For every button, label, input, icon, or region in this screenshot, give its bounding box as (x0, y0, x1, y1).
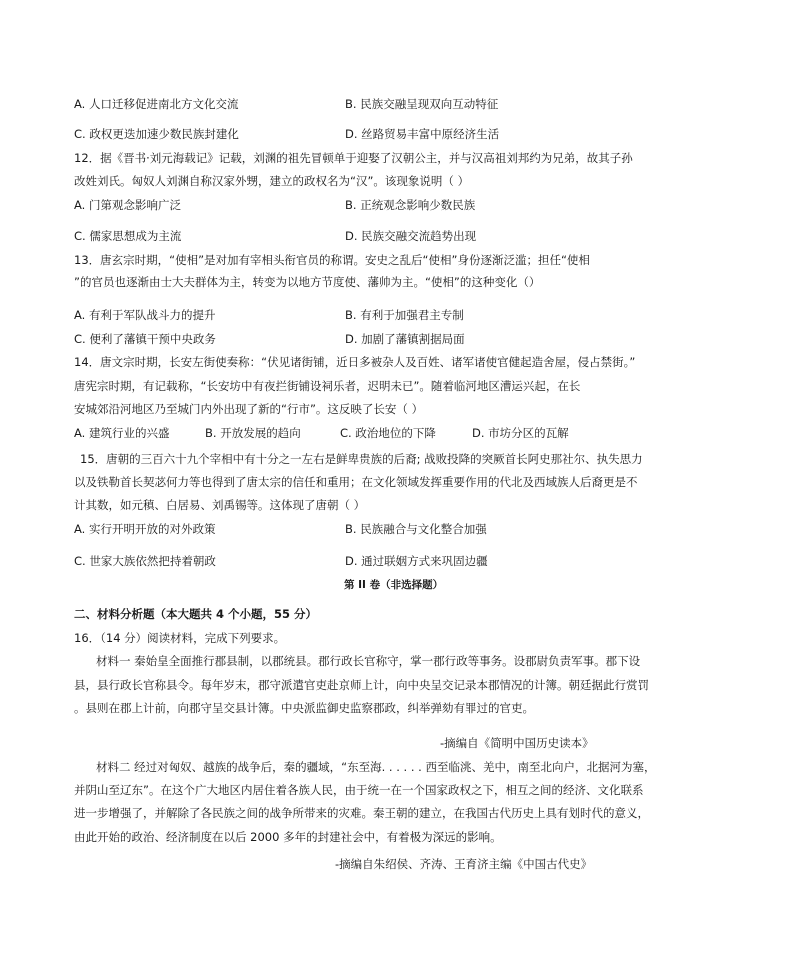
q15-option-c: C. 世家大族依然把持着朝政 (74, 554, 216, 568)
q13-option-a: A. 有利于军队战斗力的提升 (74, 308, 216, 322)
q13-option-d: D. 加剧了藩镇割据局面 (345, 332, 465, 346)
q15-stem-line1: 15．唐朝的三百六十九个宰相中有十分之一左右是鲜卑贵族的后裔; 战败投降的突厥首长阿史那社尔、执失思力 (80, 452, 643, 466)
material1-source: -摘编自《简明中国历史读本》 (440, 736, 594, 750)
material2-line1: 材料二 经过对匈奴、越族的战争后，秦的疆域，“东至海. . . . . . 西至临洮、羌中，南至北向户，北据河为塞， (96, 760, 656, 774)
q12-option-d: D. 民族交融交流趋势出现 (345, 229, 477, 243)
q12-option-c: C. 儒家思想成为主流 (74, 229, 182, 243)
q11-option-c: C. 政权更迭加速少数民族封建化 (74, 127, 239, 141)
q15-option-a: A. 实行开明开放的对外政策 (74, 522, 216, 536)
q12-option-b: B. 正统观念影响少数民族 (345, 198, 476, 212)
q14-option-a: A. 建筑行业的兴盛 (74, 426, 170, 440)
q11-option-a: A. 人口迁移促进南北方文化交流 (74, 97, 239, 111)
material2-line3: 进一步增强了，并解除了各民族之间的战争所带来的灾难。秦王朝的建立，在我国古代历史上具有划时代的意义， (74, 806, 649, 820)
material2-line2: 并阴山至辽东”。在这个广大地区内居住着各族人民，由于统一在一个国家政权之下，相互之间的经济、文化联系 (74, 783, 644, 797)
q13-option-b: B. 有利于加强君主专制 (345, 308, 464, 322)
q13-stem-line2: ”的官员也逐渐由士大夫群体为主，转变为以地方节度使、藩帅为主。“使相”的这种变化（） (74, 275, 541, 289)
q12-option-a: A. 门第观念影响广泛 (74, 198, 181, 212)
q11-option-b: B. 民族交融呈现双向互动特征 (345, 97, 499, 111)
q15-option-d: D. 通过联姻方式来巩固边疆 (345, 554, 488, 568)
q11-option-d: D. 丝路贸易丰富中原经济生活 (345, 127, 500, 141)
material2-source: -摘编自朱绍侯、齐涛、王育济主编《中国古代史》 (335, 857, 593, 871)
material1-line2: 县，县行政长官称县令。每年岁末，郡守派遣官吏赴京师上计，向中央呈交记录本郡情况的计簿。朝廷据此行赏罚 (74, 678, 649, 692)
q14-stem-line1: 14．唐文宗时期，长安左街使奏称：“伏见诸街铺，近日多被杂人及百姓、诸军诸使官健起造舍屋，侵占禁街。” (74, 355, 636, 369)
q15-stem-line2: 以及铁勒首长契苾何力等也得到了唐太宗的信任和重用；在文化领域发挥重要作用的代北及西域族人后裔更是不 (74, 475, 638, 489)
q12-stem-line2: 改姓刘氏。匈奴人刘渊自称汉家外甥，建立的政权名为“汉”。该现象说明（ ） (74, 174, 470, 188)
q14-option-d: D. 市坊分区的瓦解 (472, 426, 569, 440)
material1-line1: 材料一 秦始皇全面推行郡县制，以郡统县。郡行政长官称守，掌一郡行政等事务。设郡尉负责军事。郡下设 (96, 654, 641, 668)
part2-header: 二、材料分析题（本大题共 4 个小题，55 分） (74, 607, 318, 621)
q14-option-c: C. 政治地位的下降 (340, 426, 436, 440)
q15-option-b: B. 民族融合与文化整合加强 (345, 522, 487, 536)
material2-line4: 由此开始的政治、经济制度在以后 2000 多年的封建社会中，有着极为深远的影响。 (74, 830, 502, 844)
q14-option-b: B. 开放发展的趋向 (205, 426, 301, 440)
q16-intro: 16．（14 分）阅读材料，完成下列要求。 (74, 631, 286, 645)
material1-line3: 。县则在郡上计前，向郡守呈交县计簿。中央派监御史监察郡政，纠举弹劾有罪过的官吏。 (74, 701, 534, 715)
q13-option-c: C. 便利了藩镇干预中央政务 (74, 332, 216, 346)
q14-stem-line3: 安城郊沿河地区乃至城门内外出现了新的“行市”。这反映了长安（ ） (74, 402, 424, 416)
section-title: 第 II 卷（非选择题） (344, 579, 444, 591)
q14-stem-line2: 唐宪宗时期，有记载称，“长安坊中有夜拦街铺设祠乐者，迟明未已”。随着临河地区漕运兴起，在长 (74, 379, 581, 393)
q12-stem-line1: 12．据《晋书·刘元海载记》记载，刘渊的祖先冒顿单于迎娶了汉朝公主，并与汉高祖刘邦约为兄弟，故其子孙 (74, 151, 633, 165)
q15-stem-line3: 计其数，如元稹、白居易、刘禹锡等。这体现了唐朝（ ） (74, 498, 366, 512)
q13-stem-line1: 13．唐玄宗时期，“使相”是对加有宰相头衔官员的称谓。安史之乱后“使相”身份逐渐泛滥；担任“使相 (74, 253, 590, 267)
